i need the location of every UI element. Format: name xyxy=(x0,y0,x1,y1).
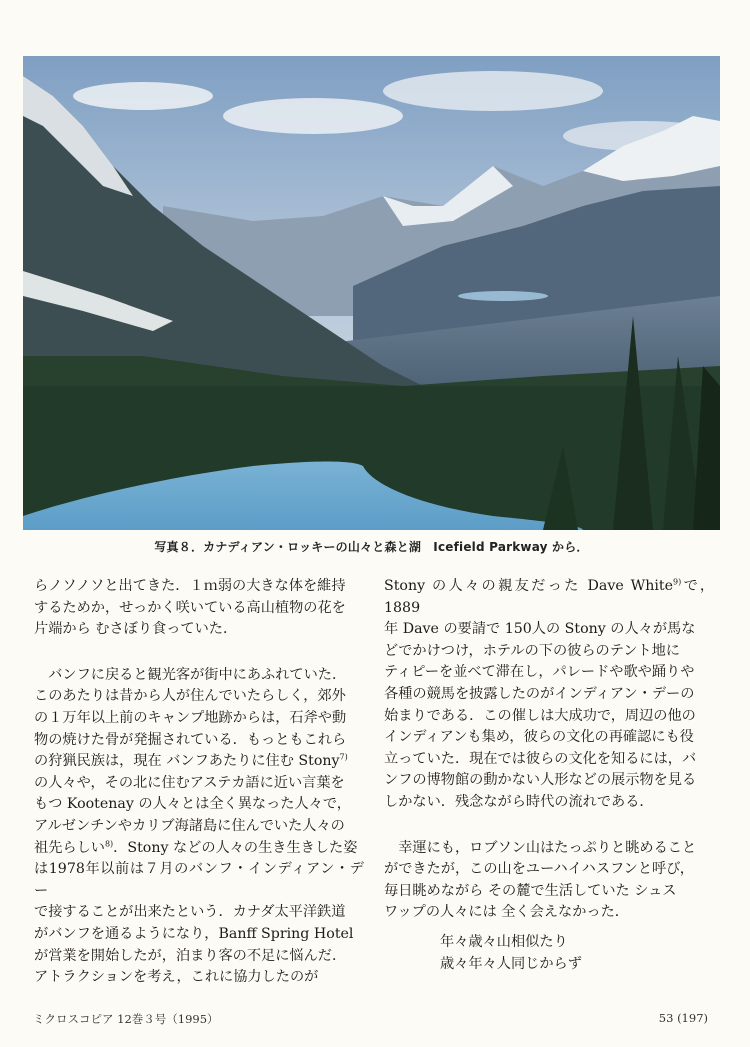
text-line: アルゼンチンやカリブ海諸島に住んでいた人々の xyxy=(34,817,345,834)
text-line: の１万年以上前のキャンプ地跡からは，石斧や動 xyxy=(34,709,347,726)
poem-line: 歳々年々人同じからず xyxy=(440,955,582,972)
paragraph xyxy=(384,838,714,924)
text-line: このあたりは昔から人が住んでいたらしく，郊外 xyxy=(34,688,346,705)
text-line: ワップの人々には 全く会えなかった． xyxy=(384,904,629,921)
page-number: 53 (197) xyxy=(658,1011,708,1025)
text-line: ．Stony などの人々の生き生きした姿 xyxy=(113,839,358,856)
text-line: どでかけつけ，ホテルの下の彼らのテント地に xyxy=(384,642,680,659)
journal-citation: ミクロスコピア 12巻３号（1995） xyxy=(33,1012,219,1026)
text-line: 立っていた．現在では彼らの文化を知るには，バ xyxy=(384,750,697,767)
paragraph xyxy=(34,576,364,641)
text-line: で接することが出来たという．カナダ太平洋鉄道 xyxy=(34,904,346,921)
text-line: で，1889 xyxy=(384,578,715,616)
text-line: 各種の競馬を披露したのがインディアン・デーの xyxy=(384,685,695,702)
text-line: ンフの博物館の動かない人形などの展示物を見る xyxy=(384,772,697,789)
text-line: が営業を開始したが，泊まり客の不足に悩んだ． xyxy=(34,947,347,964)
reference-mark: 7) xyxy=(339,752,348,762)
paragraph xyxy=(384,576,714,814)
left-text-column xyxy=(34,576,364,989)
paragraph xyxy=(34,665,364,989)
text-line: 年 Dave の要請で 150人の Stony の人々が馬な xyxy=(384,621,696,638)
mountain-lake-illustration xyxy=(23,56,720,530)
poem xyxy=(440,932,714,975)
text-line: ができたが，この山をユーハイハスフンと呼び， xyxy=(384,861,694,878)
right-text-column xyxy=(384,576,714,975)
text-line: バンフに戻ると観光客が街中にあふれていた． xyxy=(48,666,347,683)
text-line: は1978年以前は７月のバンフ・インディアン・デー xyxy=(34,861,364,899)
text-line: するためか，せっかく咲いている高山植物の花を xyxy=(34,599,346,616)
text-line: らノソノソと出てきた．１ｍ弱の大きな体を維持 xyxy=(34,578,346,594)
text-line: がバンフを通るようになり，Banff Spring Hotel xyxy=(34,925,354,942)
reference-mark: 8) xyxy=(104,838,114,848)
text-line: しかない．残念ながら時代の流れである． xyxy=(384,793,654,810)
figure-caption: 写真８．カナディアン・ロッキーの山々と森と湖 Icefield Parkway から． xyxy=(154,540,589,554)
text-line: ティピーを並べて滞在し，パレードや歌や踊りや xyxy=(384,664,695,681)
text-line: の人々や，その北に住むアステカ語に近い言葉を xyxy=(34,774,345,791)
text-line: Stony の人々の親友だった Dave White xyxy=(384,578,674,594)
text-line: もつ Kootenay の人々とは全く異なった人々で， xyxy=(34,796,351,813)
text-line: アトラクションを考え，これに協力したのが xyxy=(34,969,319,986)
text-line: 始まりである．この催しは大成功で，周辺の他の xyxy=(384,707,696,724)
reference-mark: 9) xyxy=(673,577,682,587)
text-line: の狩猟民族は，現在 バンフあたりに住む Stony xyxy=(34,753,340,770)
text-line: 片端から むさぼり食っていた． xyxy=(34,621,238,638)
landscape-photo xyxy=(23,56,720,530)
text-line: 祖先らしい xyxy=(34,839,105,856)
text-line: 幸運にも，ロブソン山はたっぷりと眺めること xyxy=(398,839,697,856)
poem-line: 年々歳々山相似たり xyxy=(440,933,568,950)
text-line: 物の焼けた骨が発掘されている．もっともこれら xyxy=(34,731,347,748)
text-line: インディアンも集め，彼らの文化の再確認にも役 xyxy=(384,729,694,746)
text-line: 毎日眺めながら その麓で生活していた シュス xyxy=(384,882,677,899)
